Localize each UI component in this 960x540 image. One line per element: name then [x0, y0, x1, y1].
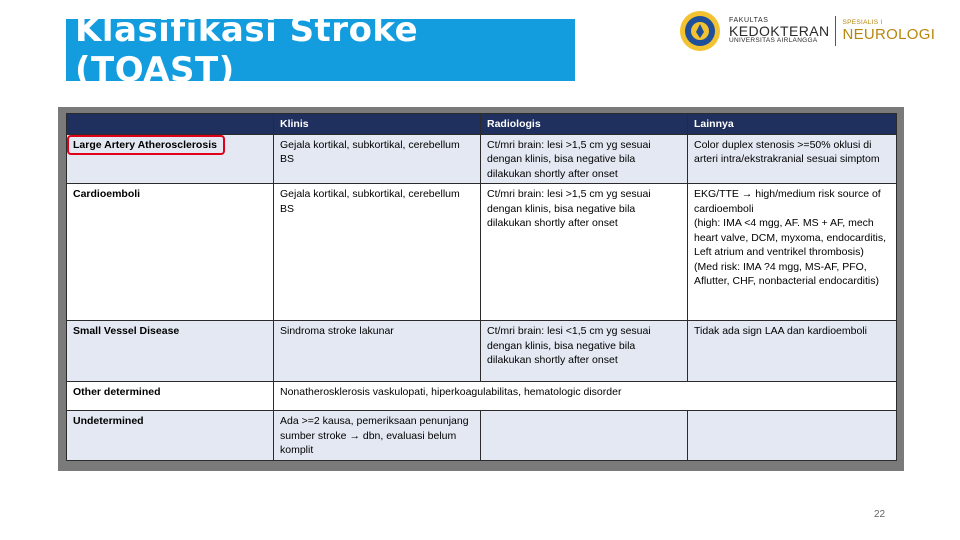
- specialty-name: [842, 20, 935, 42]
- row-label-svd: Small Vessel Disease: [67, 321, 274, 382]
- cell-lainnya: Color duplex stenosis >=50% oklusi di arteri intra/ekstrakranial sesuai simptom: [688, 134, 897, 184]
- logo-divider: [835, 16, 836, 46]
- faculty-logo: [679, 6, 938, 56]
- lainnya-line: (high: IMA <4 mgg, AF. MS + AF, mech heart valve, DCM, myxoma, endocarditis, Left atrium and ventrikel thrombosis): [694, 217, 886, 258]
- lainnya-line: EKG/TTE → high/medium risk source of cardioemboli: [694, 188, 881, 215]
- slide-title: Klasifikasi Stroke (TOAST): [75, 10, 419, 90]
- cell-radiologis: Ct/mri brain: lesi >1,5 cm yg sesuai dengan klinis, bisa negative bila dilakukan shortly after onset: [481, 134, 688, 184]
- cell-klinis: Gejala kortikal, subkortikal, cerebellum BS: [274, 184, 481, 321]
- specialty-line2: NEUROLOGI: [842, 25, 936, 43]
- lainnya-line: (Med risk: IMA ?4 mgg, MS-AF, PFO, Aflutter, CHF, nonbacterial endocarditis): [694, 260, 880, 287]
- header-klinis: Klinis: [274, 114, 481, 135]
- cell-radiologis: Ct/mri brain: lesi <1,5 cm yg sesuai dengan klinis, bisa negative bila dilakukan shortly after onset: [481, 321, 688, 382]
- university-seal-icon: [679, 10, 721, 52]
- cell-radiologis: Ct/mri brain: lesi >1,5 cm yg sesuai dengan klinis, bisa negative bila dilakukan shortly after onset: [481, 184, 688, 321]
- specialty-line1: SPESIALIS I: [842, 19, 883, 27]
- page-number: 22: [874, 509, 886, 520]
- cell-lainnya: Tidak ada sign LAA dan kardioemboli: [688, 321, 897, 382]
- header-radiologis: Radiologis: [481, 114, 688, 135]
- faculty-line3: UNIVERSITAS AIRLANGGA: [729, 37, 818, 45]
- row-label-cardioemboli: Cardioemboli: [67, 184, 274, 321]
- cell-klinis: Ada >=2 kausa, pemeriksaan penunjang sumber stroke → dbn, evaluasi belum komplit: [274, 411, 481, 461]
- cell-merged: Nonatherosklerosis vaskulopati, hiperkoagulabilitas, hematologic disorder: [274, 382, 897, 411]
- row-label-laa: [67, 134, 274, 184]
- table-row: [67, 134, 897, 184]
- faculty-line1: FAKULTAS: [729, 17, 769, 25]
- row-label-undetermined: Undetermined: [67, 411, 274, 461]
- faculty-name: [729, 17, 829, 45]
- cell-klinis: Gejala kortikal, subkortikal, cerebellum BS: [274, 134, 481, 184]
- cell-klinis: Sindroma stroke lakunar: [274, 321, 481, 382]
- cell-lainnya: [688, 184, 897, 321]
- toast-table-frame: [58, 107, 904, 471]
- cell-radiologis: [481, 411, 688, 461]
- table-row: [67, 321, 897, 382]
- table-row: [67, 184, 897, 321]
- slide-title-banner: [66, 10, 575, 90]
- header-lainnya: Lainnya: [688, 114, 897, 135]
- highlighted-row-label: Large Artery Atherosclerosis: [67, 135, 225, 156]
- table-header-row: [67, 114, 897, 135]
- header-empty: [67, 114, 274, 135]
- row-label-other: Other determined: [67, 382, 274, 411]
- toast-classification-table: [66, 113, 897, 461]
- cell-lainnya: [688, 411, 897, 461]
- table-row: [67, 411, 897, 461]
- table-row: [67, 382, 897, 411]
- faculty-line2: KEDOKTERAN: [729, 23, 830, 40]
